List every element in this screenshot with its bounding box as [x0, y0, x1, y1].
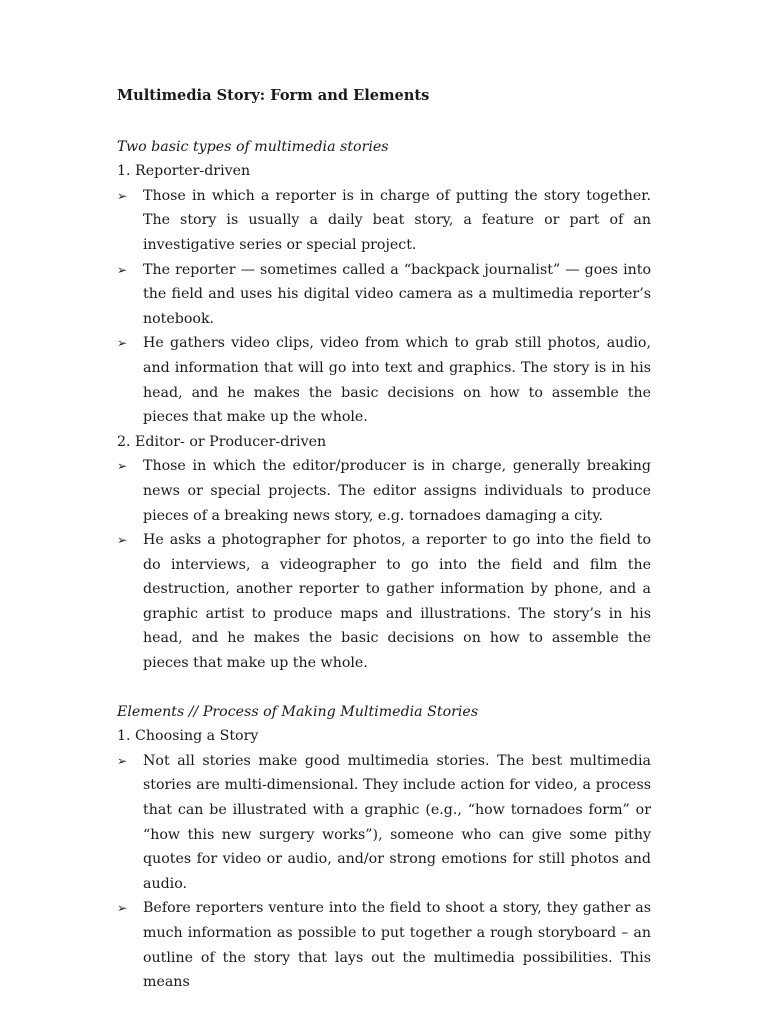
- bullet-text: Not all stories make good multimedia stories. The best multimedia stories are multi-dimensional. They include action for video, a process that can be illustrated with a graphic (e.g., “how tornadoes form” or “how this new surgery works”), someone who can give some pithy quotes for video or audio, and/or strong emotions for still photos and audio.: [143, 752, 651, 892]
- section-elements: [117, 700, 651, 995]
- list-item: [117, 184, 651, 258]
- bullet-text: He asks a photographer for photos, a reporter to go into the field to do interviews, a videographer to go into the field and film the destruction, another reporter to gather information by phone, and a graphic artist to produce maps and illustrations. The story’s in his head, and he makes the basic decisions on how to assemble the pieces that make up the whole.: [143, 532, 651, 672]
- arrow-bullet-icon: ➢: [117, 901, 128, 916]
- arrow-bullet-icon: ➢: [117, 262, 128, 277]
- bullet-text: Those in which the editor/producer is in charge, generally breaking news or special projects. The editor assigns individuals to produce pieces of a breaking news story, e.g. tornadoes damaging a city.: [143, 458, 651, 524]
- bullet-text: He gathers video clips, video from which to grab still photos, audio, and information that will go into text and graphics. The story is in his head, and he makes the basic decisions on how to assemble the pieces that make up the whole.: [143, 335, 651, 426]
- document-title: Multimedia Story: Form and Elements: [117, 87, 430, 104]
- group-label: 2. Editor- or Producer-driven: [117, 433, 327, 450]
- list-item: [117, 454, 651, 528]
- bullet-list: [117, 749, 651, 995]
- arrow-bullet-icon: ➢: [117, 188, 128, 203]
- bullet-list: [117, 184, 651, 430]
- bullet-text: Those in which a reporter is in charge of putting the story together. The story is usually a daily beat story, a feature or part of an investigative series or special project.: [143, 187, 651, 253]
- bullet-text: Before reporters venture into the field to shoot a story, they gather as much information as possible to put together a rough storyboard – an outline of the story that lays out the multimedia possibilities. This means: [143, 900, 651, 991]
- document-page: [117, 84, 651, 995]
- section-types: [117, 135, 651, 676]
- section-spacer: [117, 676, 651, 700]
- list-item: [117, 749, 651, 897]
- list-item: [117, 528, 651, 676]
- arrow-bullet-icon: ➢: [117, 533, 128, 548]
- arrow-bullet-icon: ➢: [117, 459, 128, 474]
- arrow-bullet-icon: ➢: [117, 753, 128, 768]
- group-label: 1. Choosing a Story: [117, 728, 259, 745]
- arrow-bullet-icon: ➢: [117, 336, 128, 351]
- bullet-list: [117, 454, 651, 675]
- bullet-text: The reporter — sometimes called a “backpack journalist” — goes into the field and uses his digital video camera as a multimedia reporter’s notebook.: [143, 261, 651, 327]
- list-item: [117, 896, 651, 994]
- group-label: 1. Reporter-driven: [117, 163, 251, 180]
- list-item: [117, 258, 651, 332]
- list-item: [117, 331, 651, 429]
- section-heading: Elements // Process of Making Multimedia Stories: [117, 703, 479, 720]
- section-heading: Two basic types of multimedia stories: [117, 138, 389, 155]
